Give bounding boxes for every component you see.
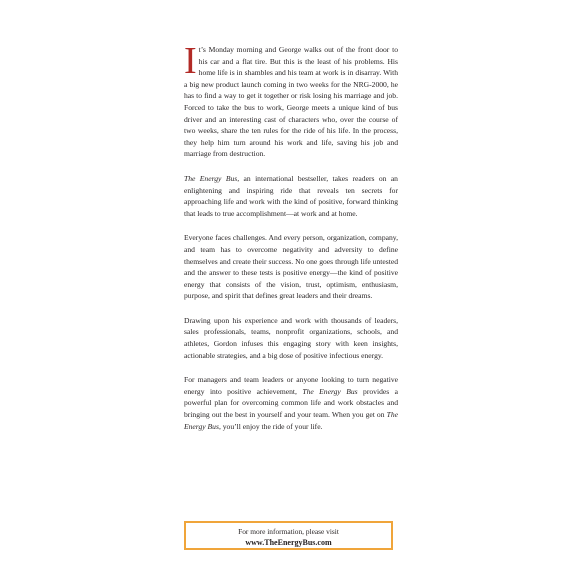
challenges-paragraph: Everyone faces challenges. And every person, organization, company, and team has to overcome negativity and adversity to define themselves and create their success. No one goes through life untested and the answer to these tests is positive energy—the kind of positive energy that consists of the vision, trust, optimism, enthusiasm, purpose, and spirit that defines great leaders and their dreams.: [184, 233, 398, 301]
website-link[interactable]: www.TheEnergyBus.com: [245, 538, 332, 547]
intro-paragraph-text: t’s Monday morning and George walks out of the front door to his car and a flat tire. But this is the least of his problems. His home life is in shambles and his team at work is in disarray. With a big new product launch coming in two weeks for the NRG-2000, he has to find a way to get it together or risk losing his marriage and job. Forced to take the bus to work, George meets a unique kind of bus driver and an interesting cast of characters who, over the course of two weeks, share the ten rules for the ride of his life. In the process, they help him turn around his work and life, saving his job and marriage from destruction.: [184, 45, 398, 159]
more-info-box: [184, 521, 393, 550]
bestseller-paragraph-text: , an international bestseller, takes readers on an enlightening and inspiring ride that reveals ten secrets for approaching life and work with the kind of positive, forward thinking that leads to true accomplishment—at work and at home.: [184, 173, 398, 218]
experience-paragraph: Drawing upon his experience and work with thousands of leaders, sales professionals, teams, nonprofit organizations, schools, and athletes, Gordon infuses this engaging story with keen insights, actionable strategies, and a big dose of positive infectious energy.: [184, 315, 398, 360]
drop-cap: I: [184, 40, 197, 82]
book-title: The Energy Bus: [184, 173, 238, 183]
bestseller-paragraph: [184, 173, 398, 219]
book-flap-text: [184, 40, 398, 445]
book-title: The Energy Bus: [184, 410, 398, 431]
managers-text-a: For managers and team leaders or anyone looking to turn negative energy into positive achievement,: [184, 375, 398, 396]
intro-paragraph: [184, 40, 398, 160]
book-title: The Energy Bus: [302, 386, 358, 396]
managers-paragraph: [184, 374, 398, 432]
managers-text-c: , you’ll enjoy the ride of your life.: [218, 421, 323, 431]
managers-text-b: provides a powerful plan for overcoming common life and work obstacles and bringing out the best in yourself and your team. When you get on: [184, 386, 398, 420]
more-info-label: For more information, please visit: [238, 527, 339, 536]
